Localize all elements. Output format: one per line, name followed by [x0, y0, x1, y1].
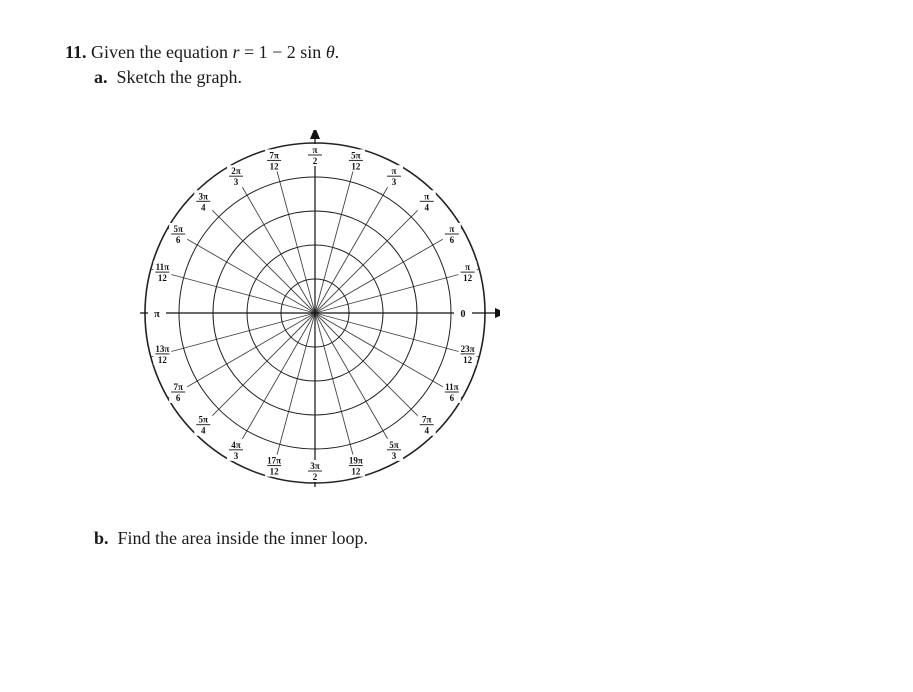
angle-label-denominator: 6 — [175, 393, 181, 403]
angle-label-denominator: 4 — [424, 202, 429, 213]
angle-label — [347, 149, 365, 171]
angle-label-numerator: π — [465, 262, 471, 273]
equation-theta: θ — [325, 42, 335, 62]
angle-label — [265, 455, 283, 477]
angle-label-denominator: 12 — [351, 161, 361, 172]
angle-label-denominator: 6 — [449, 393, 455, 403]
spoke-line — [230, 313, 315, 460]
angle-label — [153, 343, 171, 365]
polar-grid — [140, 130, 500, 500]
part-b-label: b. — [94, 528, 109, 548]
angle-label-numerator: 11π — [155, 262, 170, 273]
angle-label-denominator: 2 — [312, 472, 318, 482]
angle-label-denominator: 12 — [157, 273, 167, 284]
part-a-label: a. — [94, 67, 108, 87]
equation — [232, 42, 339, 62]
angle-label-numerator: 19π — [348, 455, 363, 466]
angle-label-numerator: π — [391, 166, 397, 177]
angle-label — [459, 261, 477, 283]
angle-label — [443, 381, 461, 403]
spoke-line — [168, 313, 315, 398]
angle-label-denominator: 4 — [201, 202, 206, 213]
angle-label-text: 0 — [460, 309, 466, 320]
spoke-line — [315, 313, 435, 433]
angle-label — [385, 165, 403, 187]
spoke-line — [315, 313, 462, 398]
angle-label-denominator: 12 — [463, 354, 473, 365]
spoke-line — [315, 228, 462, 313]
angle-label-denominator: 6 — [449, 235, 455, 245]
angle-label — [194, 190, 212, 212]
angle-label — [418, 414, 436, 436]
question-prompt: Given the equation — [91, 42, 228, 62]
equation-r: r — [232, 42, 240, 62]
angle-label-numerator: 5π — [389, 439, 399, 450]
polar-axis-arrow-right — [495, 308, 500, 318]
angle-label-denominator: 12 — [269, 161, 279, 172]
angle-label-numerator: π — [424, 191, 430, 202]
spoke-line — [151, 313, 315, 357]
angle-label-text: π — [154, 309, 160, 320]
angle-label-denominator: 3 — [233, 450, 239, 461]
angle-label — [169, 381, 187, 403]
spoke-line — [271, 313, 315, 477]
angle-label — [265, 149, 283, 171]
part-a — [94, 67, 242, 88]
spoke-line — [151, 269, 315, 313]
angle-label-numerator: 7π — [422, 414, 432, 425]
angle-label — [347, 455, 365, 477]
spoke-line — [315, 166, 400, 313]
angle-label-numerator: 11π — [445, 382, 459, 392]
angle-label — [153, 261, 171, 283]
angle-label-numerator: 7π — [269, 150, 279, 161]
angle-label — [194, 414, 212, 436]
spoke-line — [230, 166, 315, 313]
spoke-line — [315, 313, 400, 460]
angle-label — [454, 302, 472, 324]
spoke-line — [312, 149, 359, 313]
spoke-line — [315, 193, 435, 313]
angle-label-numerator: 3π — [198, 191, 208, 202]
angle-label-denominator: 3 — [391, 450, 397, 461]
angle-label — [385, 439, 403, 461]
angle-label-numerator: 2π — [231, 166, 241, 177]
angle-label-numerator: 5π — [173, 224, 183, 234]
angle-label-denominator: 3 — [233, 177, 239, 188]
angle-label-denominator: 12 — [351, 466, 361, 477]
angle-label-numerator: 23π — [460, 343, 475, 354]
angle-label — [148, 302, 166, 324]
angle-label-denominator: 2 — [312, 156, 318, 166]
angle-label — [169, 223, 187, 245]
angle-label-numerator: 4π — [231, 439, 241, 450]
part-a-text: Sketch the graph. — [116, 67, 242, 87]
angle-label-numerator: π — [312, 145, 318, 155]
angle-label-numerator: 17π — [267, 455, 282, 466]
angle-label — [227, 439, 245, 461]
angle-label-denominator: 4 — [424, 425, 429, 436]
angle-label — [443, 223, 461, 245]
part-b — [94, 528, 368, 549]
angle-label — [459, 343, 477, 365]
angle-label — [306, 144, 324, 166]
spoke-line — [168, 228, 315, 313]
spoke-line — [271, 149, 315, 313]
angle-label — [306, 460, 324, 482]
angle-label-denominator: 12 — [269, 466, 279, 477]
angle-label — [418, 190, 436, 212]
angle-label-denominator: 3 — [391, 177, 397, 188]
angle-label-denominator: 6 — [175, 235, 181, 245]
spoke-line — [315, 313, 359, 477]
equation-body: = 1 − 2 sin — [239, 42, 326, 62]
angle-label-numerator: 5π — [198, 414, 208, 425]
angle-label — [227, 165, 245, 187]
part-b-text: Find the area inside the inner loop. — [117, 528, 368, 548]
angle-label-numerator: 3π — [310, 461, 320, 471]
angle-label-denominator: 12 — [157, 354, 167, 365]
angle-label-numerator: 5π — [351, 150, 361, 161]
spoke-line — [195, 193, 315, 313]
equation-end: . — [334, 42, 340, 62]
angle-label-numerator: 7π — [173, 382, 183, 392]
spoke-line — [195, 313, 315, 433]
question-line — [65, 42, 339, 63]
polar-axis-arrow-up — [310, 130, 320, 139]
angle-label-numerator: 13π — [155, 343, 170, 354]
angle-label-numerator: π — [449, 224, 455, 234]
angle-label-denominator: 12 — [463, 273, 473, 284]
angle-label-denominator: 4 — [201, 425, 206, 436]
question-number: 11. — [65, 42, 87, 62]
